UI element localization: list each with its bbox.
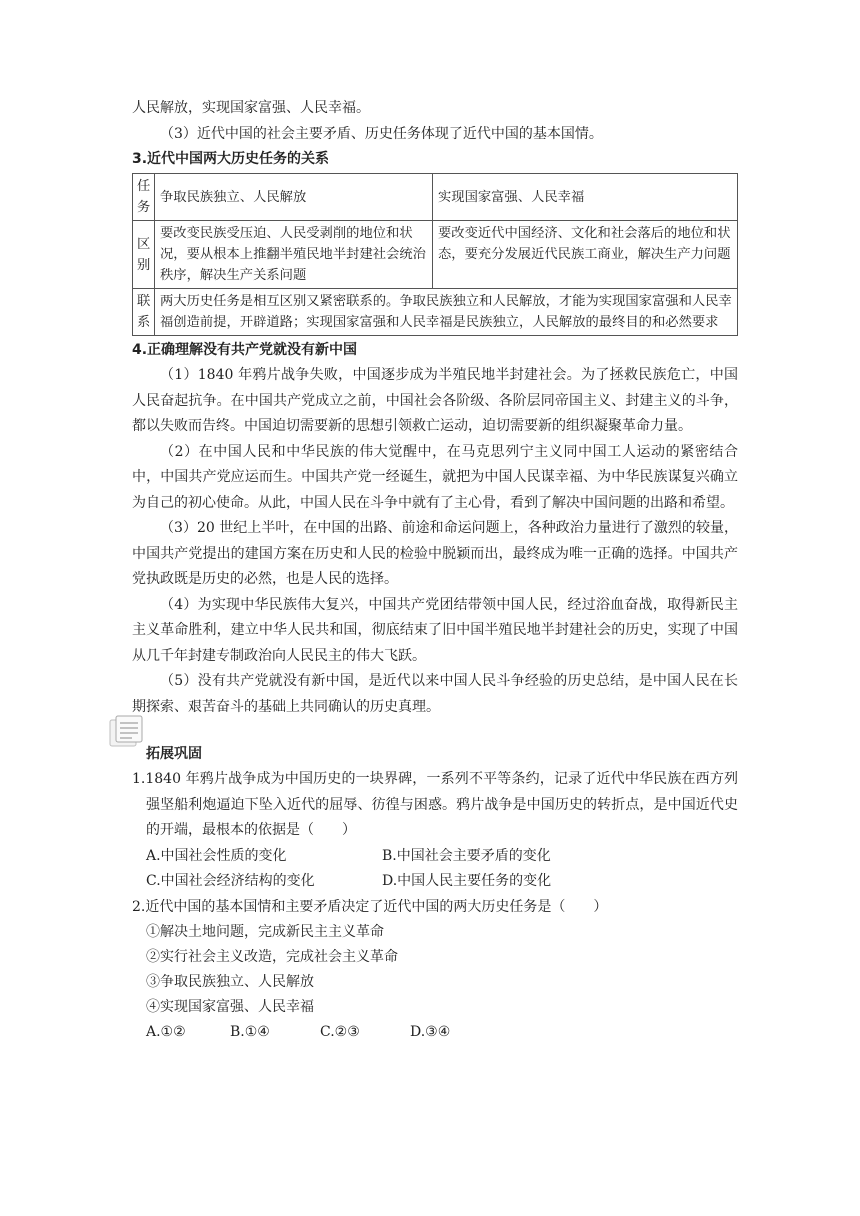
statement-4: ④实现国家富强、人民幸福 (146, 999, 314, 1015)
table-cell: 要改变民族受压迫、人民受剥削的地位和状况，要从根本上推翻半殖民地半封建社会统治秩序，解决生产关系问题 (155, 221, 433, 289)
row-label-task: 任 务 (133, 174, 155, 221)
paragraph: （1）1840 年鸦片战争失败，中国逐步成为半殖民地半封建社会。为了拯救民族危亡，中国人民奋起抗争。在中国共产党成立之前，中国社会各阶级、各阶层同帝国主义、封建主义的斗争，都以失败而告终。中国迫切需要新的思想引领救亡运动，迫切需要新的组织凝聚革命力量。 (132, 367, 738, 434)
option-d: D.中国人民主要任务的变化 (382, 873, 552, 889)
section-3-heading: 3.近代中国两大历史任务的关系 (132, 151, 330, 167)
statement-1: ①解决土地问题，完成新民主主义革命 (146, 924, 384, 940)
paragraph: （4）为实现中华民族伟大复兴，中国共产党团结带领中国人民，经过浴血奋战，取得新民主主义革命胜利，建立中华人民共和国，彻底结束了旧中国半殖民地半封建社会的历史，实现了中国从几千年封建专制政治向人民民主的伟大飞跃。 (132, 596, 738, 664)
row-label-difference: 区 别 (133, 221, 155, 289)
statement-3: ③争取民族独立、人民解放 (146, 974, 314, 990)
statement-2: ②实行社会主义改造，完成社会主义革命 (146, 949, 398, 965)
paragraph: （5）没有共产党就没有新中国，是近代以来中国人民斗争经验的历史总结，是中国人民在长期探索、艰苦奋斗的基础上共同确认的历史真理。 (132, 673, 738, 715)
option-a: A.中国社会性质的变化 (146, 847, 287, 864)
option-d: D.③④ (410, 1024, 451, 1040)
table-cell: 实现国家富强、人民幸福 (433, 174, 738, 221)
practice-heading: 拓展巩固 (146, 746, 202, 762)
option-b: B.中国社会主要矛盾的变化 (382, 847, 551, 864)
table-row (133, 289, 738, 336)
option-c: C.中国社会经济结构的变化 (146, 873, 315, 889)
question-1-options-row (132, 844, 738, 870)
table-row (133, 221, 738, 289)
table-row (133, 174, 738, 221)
question-1-stem: 1.1840 年鸦片战争成为中国历史的一块界碑，一系列不平等条约，记录了近代中华民族在西方列强坚船利炮逼迫下坠入近代的屈辱、彷徨与困惑。鸦片战争是中国历史的转折点，是中国近代史的开端，最根本的依据是（ ） (132, 771, 738, 838)
option-b: B.①④ (230, 1024, 270, 1040)
document-page (132, 96, 738, 1046)
option-c: C.②③ (320, 1024, 360, 1040)
paragraph: （2）在中国人民和中华民族的伟大觉醒中，在马克思列宁主义同中国工人运动的紧密结合中，中国共产党应运而生。中国共产党一经诞生，就把为中国人民谋幸福、为中华民族谋复兴确立为自己的初心使命。从此，中国人民在斗争中就有了主心骨，看到了解决中国问题的出路和希望。 (132, 443, 738, 511)
intro-point-3: （3）近代中国的社会主要矛盾、历史任务体现了近代中国的基本国情。 (160, 125, 603, 142)
intro-line: 人民解放，实现国家富强、人民幸福。 (132, 100, 370, 116)
question-1-options-row (132, 869, 738, 895)
row-label-connection: 联 系 (133, 289, 155, 336)
table-cell: 两大历史任务是相互区别又紧密联系的。争取民族独立和人民解放，才能为实现国家富强和人民幸福创造前提，开辟道路；实现国家富强和人民幸福是民族独立，人民解放的最终目的和必然要求 (155, 289, 738, 336)
table-cell: 要改变近代中国经济、文化和社会落后的地位和状态，要充分发展近代民族工商业，解决生产力问题 (433, 221, 738, 289)
option-a: A.①② (146, 1024, 186, 1040)
relation-table (132, 173, 738, 336)
section-4-heading: 4.正确理解没有共产党就没有新中国 (132, 342, 358, 358)
paragraph: （3）20 世纪上半叶，在中国的出路、前途和命运问题上，各种政治力量进行了激烈的较量，中国共产党提出的建国方案在历史和人民的检验中脱颖而出，最终成为唯一正确的选择。中国共产党执政既是历史的必然，也是人民的选择。 (132, 520, 738, 587)
table-cell: 争取民族独立、人民解放 (155, 174, 433, 221)
question-2-stem: 2.近代中国的基本国情和主要矛盾决定了近代中国的两大历史任务是（ ） (132, 898, 608, 915)
question-2-options-row (132, 1020, 738, 1046)
